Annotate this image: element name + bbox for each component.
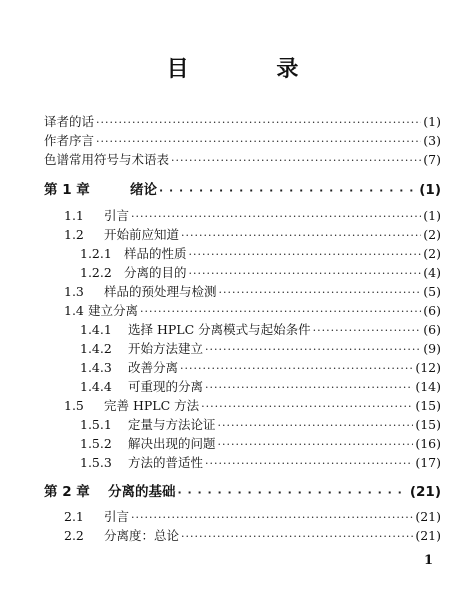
toc-entry[interactable] bbox=[0, 225, 465, 243]
toc-entry[interactable] bbox=[0, 320, 465, 338]
toc-entry[interactable] bbox=[0, 507, 465, 525]
section-label: 分离度：总论 bbox=[104, 528, 180, 543]
section-label: 方法的普适性 bbox=[128, 455, 204, 470]
toc-entry-page: (1) bbox=[423, 114, 441, 129]
section-page: (12) bbox=[415, 360, 441, 375]
toc-entry-front[interactable] bbox=[0, 112, 465, 130]
section-number: 2.1 bbox=[64, 509, 84, 524]
section-label: 开始方法建立 bbox=[128, 341, 204, 356]
leader-dots bbox=[218, 419, 414, 432]
section-label: 引言 bbox=[104, 509, 130, 524]
leader-dots bbox=[171, 154, 421, 167]
toc-entry[interactable] bbox=[0, 301, 465, 319]
section-page: (15) bbox=[415, 398, 441, 413]
section-number: 1.4.2 bbox=[80, 341, 112, 356]
section-number: 1.2 bbox=[64, 227, 84, 242]
toc-entry-page: (3) bbox=[423, 133, 441, 148]
toc-chapter-2[interactable] bbox=[0, 480, 465, 498]
leader-dots bbox=[201, 400, 413, 413]
toc-entry[interactable] bbox=[0, 377, 465, 395]
section-number: 1.5.1 bbox=[80, 417, 112, 432]
section-number: 1.3 bbox=[64, 284, 84, 299]
section-page: (16) bbox=[415, 436, 441, 451]
section-number: 1.2.2 bbox=[80, 265, 112, 280]
chapter-page: (1) bbox=[419, 182, 441, 198]
section-label: 解决出现的问题 bbox=[128, 436, 216, 451]
leader-dots bbox=[219, 286, 422, 299]
section-number: 2.2 bbox=[64, 528, 84, 543]
toc-entry-front[interactable] bbox=[0, 131, 465, 149]
leader-dots bbox=[313, 324, 422, 337]
section-label: 建立分离 bbox=[88, 303, 139, 318]
toc-entry-label: 色谱常用符号与术语表 bbox=[44, 152, 170, 167]
leader-dots bbox=[131, 210, 421, 223]
leader-dots bbox=[205, 457, 413, 470]
toc-chapter-1[interactable] bbox=[0, 178, 465, 196]
section-page: (6) bbox=[423, 303, 441, 318]
section-number: 1.2.1 bbox=[80, 246, 112, 261]
section-label: 样品的预处理与检测 bbox=[104, 284, 217, 299]
chapter-page: (21) bbox=[409, 484, 441, 500]
section-label: 可重现的分离 bbox=[128, 379, 204, 394]
toc-entry[interactable] bbox=[0, 244, 465, 262]
section-label: 改善分离 bbox=[128, 360, 179, 375]
toc-entry-front[interactable] bbox=[0, 150, 465, 168]
leader-dots bbox=[131, 511, 413, 524]
toc-entry[interactable] bbox=[0, 206, 465, 224]
leader-dots bbox=[189, 248, 422, 261]
section-number: 1.1 bbox=[64, 208, 84, 223]
section-label: 分离的目的 bbox=[124, 265, 187, 280]
section-page: (2) bbox=[423, 246, 441, 261]
leader-dots bbox=[140, 305, 421, 318]
section-label: 开始前应知道 bbox=[104, 227, 180, 242]
section-page: (14) bbox=[415, 379, 441, 394]
toc-entry[interactable] bbox=[0, 339, 465, 357]
section-number: 1.4.4 bbox=[80, 379, 112, 394]
section-label: 引言 bbox=[104, 208, 130, 223]
section-number: 1.4.3 bbox=[80, 360, 112, 375]
toc-entry-page: (7) bbox=[423, 152, 441, 167]
leader-dots bbox=[205, 343, 421, 356]
toc-entry[interactable] bbox=[0, 282, 465, 300]
section-number: 1.4.1 bbox=[80, 322, 112, 337]
toc-entry[interactable] bbox=[0, 434, 465, 452]
section-label: 完善 HPLC 方法 bbox=[104, 398, 200, 413]
leader-dots bbox=[178, 486, 408, 499]
section-page: (9) bbox=[423, 341, 441, 356]
page-title: 目 录 bbox=[166, 57, 339, 82]
section-page: (15) bbox=[415, 417, 441, 432]
section-number: 1.5.2 bbox=[80, 436, 112, 451]
chapter-title: 分离的基础 bbox=[108, 484, 176, 500]
leader-dots bbox=[96, 135, 421, 148]
section-page: (17) bbox=[415, 455, 441, 470]
leader-dots bbox=[218, 438, 414, 451]
page-number: 1 bbox=[424, 553, 434, 568]
toc-entry[interactable] bbox=[0, 526, 465, 544]
section-number: 1.5 bbox=[64, 398, 84, 413]
leader-dots bbox=[96, 116, 421, 129]
leader-dots bbox=[181, 530, 413, 543]
section-page: (21) bbox=[415, 509, 441, 524]
section-page: (21) bbox=[415, 528, 441, 543]
toc-entry-label: 译者的话 bbox=[44, 114, 95, 129]
toc-entry[interactable] bbox=[0, 453, 465, 471]
section-page: (4) bbox=[423, 265, 441, 280]
leader-dots bbox=[189, 267, 422, 280]
chapter-title: 绪论 bbox=[130, 182, 157, 198]
section-number: 1.5.3 bbox=[80, 455, 112, 470]
toc-entry[interactable] bbox=[0, 263, 465, 281]
section-page: (5) bbox=[423, 284, 441, 299]
section-label: 定量与方法论证 bbox=[128, 417, 216, 432]
leader-dots bbox=[159, 184, 417, 197]
leader-dots bbox=[180, 362, 413, 375]
section-label: 选择 HPLC 分离模式与起始条件 bbox=[128, 322, 311, 337]
toc-entry-label: 作者序言 bbox=[44, 133, 95, 148]
chapter-number: 第 1 章 bbox=[44, 182, 90, 198]
section-number: 1.4 bbox=[64, 303, 84, 318]
section-page: (1) bbox=[423, 208, 441, 223]
toc-entry[interactable] bbox=[0, 358, 465, 376]
leader-dots bbox=[205, 381, 413, 394]
section-page: (6) bbox=[423, 322, 441, 337]
section-label: 样品的性质 bbox=[124, 246, 187, 261]
leader-dots bbox=[181, 229, 421, 242]
toc-entry[interactable] bbox=[0, 415, 465, 433]
section-page: (2) bbox=[423, 227, 441, 242]
toc-entry[interactable] bbox=[0, 396, 465, 414]
chapter-number: 第 2 章 bbox=[44, 484, 90, 500]
